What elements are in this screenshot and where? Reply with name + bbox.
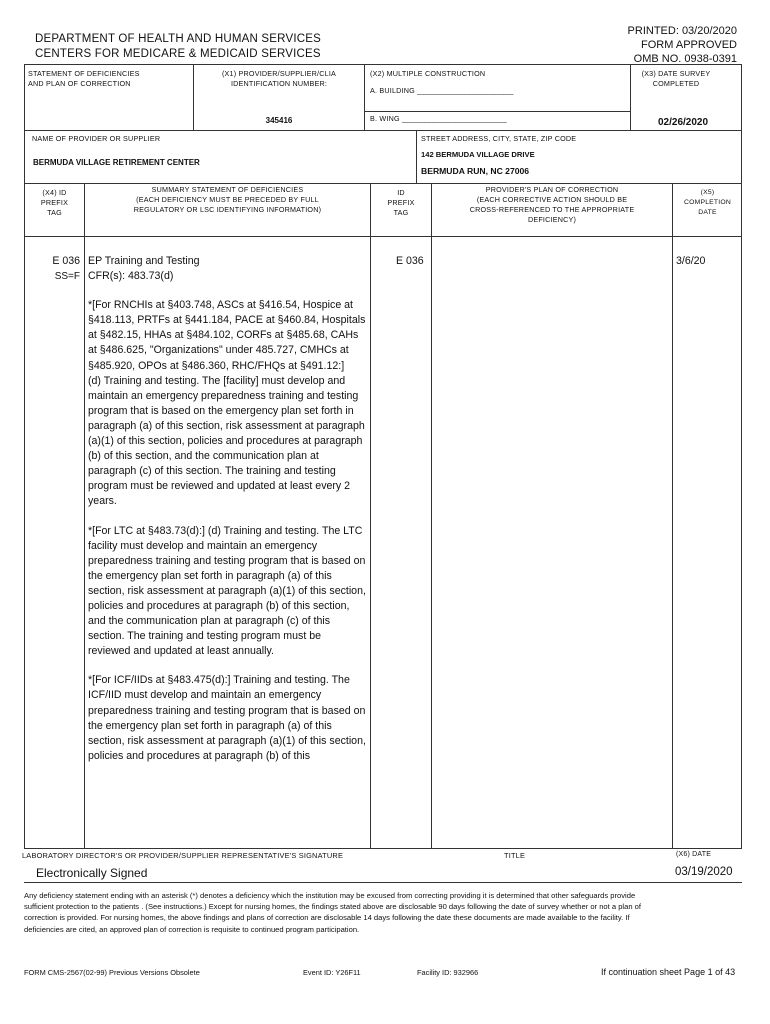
center-name: CENTERS FOR MEDICARE & MEDICAID SERVICES (35, 48, 321, 60)
signature-label: LABORATORY DIRECTOR'S OR PROVIDER/SUPPLIER REPRESENTATIVE'S SIGNATURE (22, 851, 344, 860)
address-label: STREET ADDRESS, CITY, STATE, ZIP CODE (421, 134, 577, 143)
provider-name-label: NAME OF PROVIDER OR SUPPLIER (32, 134, 161, 143)
summary-heading: SUMMARY STATEMENT OF DEFICIENCIES (EACH DEFICIENCY MUST BE PRECEDED BY FULL REGULATORY OR LSC IDENTIFYING INFORMATION) (133, 185, 322, 214)
continuation-page: If continuation sheet Page 1 of 43 (601, 967, 736, 977)
x2-label: (X2) MULTIPLE CONSTRUCTION (370, 69, 486, 78)
plan-heading: PROVIDER'S PLAN OF CORRECTION (EACH CORRECTIVE ACTION SHOULD BE CROSS-REFERENCED TO THE APPROPRIATE DEFICIENCY) (469, 185, 635, 224)
signature-date: 03/19/2020 (675, 866, 733, 878)
completion-date: 3/6/20 (676, 255, 706, 267)
event-id: Event ID: Y26F11 (303, 968, 361, 977)
provider-id-number: 345416 (265, 116, 293, 125)
form-number: FORM CMS-2567(02-99) Previous Versions Obsolete (24, 968, 200, 977)
disclaimer: Any deficiency statement ending with an asterisk (*) denotes a deficiency which the institution may be excused from correcting providing it is determined that other safeguards provide sufficient protection to the patients . (See instructions.) Except for nursing homes, the findings stated above are disclosable 90 days following the date of survey whether or not a plan of correction is provided. For nursing homes, the above findings and plans of correction are disclosable 14 days following the date these documents are made available to the facility. If deficiencies are cited, an approved plan of correction is requisite to continued program participation. (24, 891, 641, 934)
survey-completed-date: 02/26/2020 (658, 117, 709, 128)
form-approval-block (628, 24, 737, 66)
x6-date-label: (X6) DATE (676, 851, 712, 858)
department-name: DEPARTMENT OF HEALTH AND HUMAN SERVICES (35, 33, 321, 45)
id-heading: ID PREFIX TAG (387, 188, 415, 217)
deficiency-paragraph: *[For RNCHIs at §403.748, ASCs at §416.54, Hospice at §418.113, PRTFs at §441.184, PACE at §460.84, Hospitals at §482.15, HHAs at §484.102, CORFs at §485.68, CAHs at §486.625, "Organizations" under 485.727, CMHCs at §485.920, OPOs at §486.360, RHC/FHQs at §491.12:] (88, 299, 366, 372)
x5-heading: (X5) COMPLETION DATE (684, 189, 731, 216)
x4-heading: (X4) ID PREFIX TAG (40, 188, 69, 217)
deficiency-paragraph: *[For ICF/IIDs at §483.475(d):] Training and testing. The ICF/IID must develop and maintain an emergency preparedness training and testing program that is based on the emergency plan set forth in paragraph (a) of this section, risk assessment at paragraph (a)(1) of this section, policies and procedures at paragraph (b) of this (88, 674, 366, 762)
title-label: TITLE (504, 851, 526, 860)
deficiency-summary (88, 254, 366, 778)
form-approved: FORM APPROVED (641, 39, 737, 51)
deficiency-title: EP Training and Testing (88, 255, 200, 267)
wing-field: B. WING _________________________ (370, 114, 507, 123)
deficiency-paragraph: *[For LTC at §483.73(d):] (d) Training and testing. The LTC facility must develop and maintain an emergency preparedness training and testing program that is based on the emergency plan set forth in paragraph (a) of this section, risk assessment at paragraph (a)(1) of this section, policies and procedures at paragraph (b) of this section, and the communication plan at paragraph (c) of this section. The training and testing program must be reviewed and updated at least annually. (88, 524, 366, 658)
facility-id: Facility ID: 932966 (417, 968, 479, 977)
omb-number: OMB NO. 0938-0391 (633, 53, 737, 65)
building-field: A. BUILDING _______________________ (370, 86, 514, 95)
provider-name: BERMUDA VILLAGE RETIREMENT CENTER (33, 158, 200, 167)
x1-label: (X1) PROVIDER/SUPPLIER/CLIA IDENTIFICATION NUMBER: (221, 69, 337, 88)
id-prefix-tag: E 036 (396, 255, 424, 267)
deficiency-cfr: CFR(s): 483.73(d) (88, 270, 174, 283)
x3-label: (X3) DATE SURVEY COMPLETED (641, 69, 711, 88)
statement-label: STATEMENT OF DEFICIENCIES AND PLAN OF CORRECTION (28, 69, 140, 88)
prefix-tag: E 036 SS=F (32, 254, 80, 284)
scope-severity: SS=F (54, 271, 80, 283)
printed-date: PRINTED: 03/20/2020 (627, 25, 737, 37)
electronic-signature: Electronically Signed (36, 866, 148, 880)
deficiency-paragraph: (d) Training and testing. The [facility] must develop and maintain an emergency preparedness training and testing program that is based on the emergency plan set forth in paragraph (a) of this section, risk assessment at paragraph (a)(1) of this section, policies and procedures at paragraph (b) of this section, and the communication plan at paragraph (c) of this section. The training and testing program must be reviewed and updated at least every 2 years. (88, 374, 365, 508)
street-address: 142 BERMUDA VILLAGE DRIVE (421, 150, 535, 159)
city-state-zip: BERMUDA RUN, NC 27006 (421, 166, 530, 176)
agency-header (35, 32, 321, 62)
